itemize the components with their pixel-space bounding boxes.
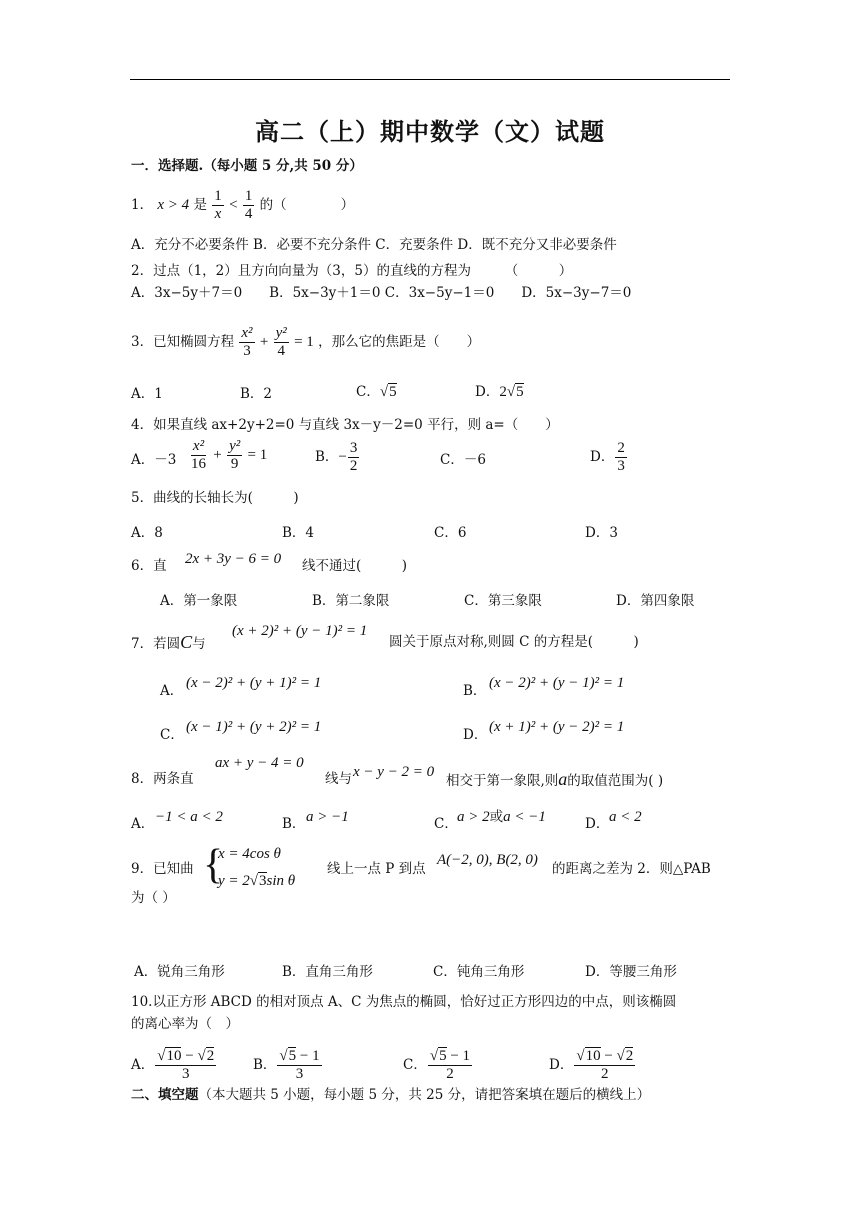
- q3-option-a: A．1: [131, 386, 163, 402]
- q8-option-b: a > −1: [306, 809, 349, 825]
- q1-suffix: 的（ ）: [259, 197, 355, 213]
- q10-option-d: D． $\frac{√10 - √2}{2}$: [549, 1048, 634, 1082]
- section-2-heading: 二、填空题（本大题共 5 小题，每小题 5 分，共 25 分，请把答案填在题后的横线上）: [131, 1087, 651, 1103]
- q4-option-c: C．－6: [440, 452, 486, 468]
- question-4: 4．如果直线 ax+2y+2=0 与直线 3x－y－2=0 平行，则 a=（ ）: [131, 417, 559, 433]
- question-3: [131, 325, 480, 360]
- question-6-number: 6．直: [131, 558, 167, 574]
- q3-option-b: B．2: [240, 386, 273, 402]
- q1-options: A．充分不必要条件 B．必要不充分条件 C．充要条件 D．既不充分又非必要条件: [131, 237, 617, 253]
- q10-option-a: A． $\frac{√10 - √2}{3}$: [131, 1048, 215, 1082]
- q10-option-c: C． $\frac{√5 - 1}{2}$: [403, 1048, 471, 1082]
- q1-fraction-2: $\frac{1}{4}$: [244, 188, 253, 222]
- q3-plus: +: [259, 334, 269, 350]
- q3-prefix: 3．已知椭圆方程: [131, 334, 235, 350]
- q7-tail: 圆关于原点对称,则圆 C 的方程是( ): [389, 634, 639, 650]
- q9-line-2: 为（ ）: [131, 890, 176, 906]
- question-9-number: 9．已知曲: [131, 861, 194, 877]
- q5-option-d: D．3: [585, 525, 618, 541]
- q1-condition: x > 4: [157, 197, 190, 213]
- question-8-number: 8．两条直: [131, 771, 194, 787]
- q8-tail: 相交于第一象限,则a的取值范围为( ): [446, 769, 664, 789]
- q8-option-d-label: D．: [585, 816, 610, 832]
- q3-fraction-y: $\frac{\text{y²}}{4}$: [275, 325, 287, 359]
- q1-fraction-1: $\frac{1}{x}$: [214, 188, 222, 222]
- q9-option-b: B．直角三角形: [282, 964, 373, 980]
- q9-option-d: D．等腰三角形: [585, 964, 677, 980]
- q1-lt: <: [229, 197, 238, 213]
- q7-option-a: (x − 2)² + (y + 1)² = 1: [186, 675, 322, 691]
- q4-option-b: B．− $\frac{3}{2}$: [315, 440, 358, 474]
- question-7-number: 7．若圆C与: [131, 632, 206, 652]
- q8-option-b-label: B．: [282, 816, 306, 832]
- q4-option-d: D． $\frac{2}{3}$: [590, 440, 625, 474]
- q5-option-b: B．4: [282, 525, 315, 541]
- q3-fraction-x: $\frac{\text{x²}}{3}$: [241, 325, 253, 359]
- q7-option-b-label: B．: [463, 683, 487, 699]
- q9-param-x: x = 4cos θ: [218, 846, 281, 862]
- q7-option-d-label: D．: [463, 727, 488, 743]
- q7-equation: (x + 2)² + (y − 1)² = 1: [232, 623, 368, 639]
- q10-option-b: B． $\frac{√5 - 1}{3}$: [253, 1048, 320, 1082]
- q4-option-a: A．－3: [131, 452, 177, 468]
- q6-option-a: A．第一象限: [160, 593, 238, 609]
- q5-option-c: C．6: [434, 525, 467, 541]
- q6-option-c: C．第三象限: [464, 593, 542, 609]
- q8-option-c: a > 2或a < −1: [457, 809, 546, 825]
- q9-option-a: A．锐角三角形: [134, 964, 225, 980]
- q1-number: 1．: [131, 197, 154, 213]
- q1-mid: 是: [193, 197, 207, 213]
- q10-line-2: 的离心率为（ ）: [131, 1016, 239, 1032]
- question-1: [131, 188, 354, 223]
- q3-equals: = 1: [294, 334, 314, 350]
- q8-option-a-label: A．: [131, 816, 155, 832]
- q8-option-d: a < 2: [609, 809, 642, 825]
- q7-option-b: (x − 2)² + (y − 1)² = 1: [489, 675, 625, 691]
- q8-option-a: −1 < a < 2: [155, 809, 223, 825]
- q7-option-a-label: A．: [160, 683, 184, 699]
- q9-brace: {: [203, 842, 224, 888]
- question-5: 5．曲线的长轴长为( ): [131, 490, 299, 506]
- q6-option-b: B．第二象限: [312, 593, 390, 609]
- q3-suffix: ，那么它的焦距是（ ）: [318, 334, 481, 350]
- header-rule: [130, 79, 730, 80]
- q3-option-c: C．√5: [356, 384, 397, 400]
- q6-tail: 线不通过( ): [302, 558, 408, 574]
- question-2: 2．过点（1，2）且方向向量为（3，5）的直线的方程为 （ ）: [131, 263, 573, 279]
- q8-line-2: x − y − 2 = 0: [353, 764, 435, 780]
- q7-option-c: (x − 1)² + (y + 2)² = 1: [186, 719, 322, 735]
- question-10: 10.以正方形 ABCD 的相对顶点 A、C 为焦点的椭圆，恰好过正方形四边的中点，则该椭圆: [131, 994, 677, 1010]
- q9-param-y: y = 2√3sin θ: [218, 873, 296, 889]
- page-title: 高二（上）期中数学（文）试题: [255, 117, 605, 146]
- q7-option-d: (x + 1)² + (y − 2)² = 1: [489, 719, 625, 735]
- q8-line-1: ax + y − 4 = 0: [215, 755, 304, 771]
- q9-mid: 线上一点 P 到点: [327, 861, 426, 877]
- q5-option-a: A．8: [131, 525, 163, 541]
- q9-tail: 的距离之差为 2．则△PAB: [552, 861, 711, 877]
- q6-option-d: D．第四象限: [616, 593, 695, 609]
- q9-option-c: C．钝角三角形: [433, 964, 525, 980]
- q3-option-d: D．2√5: [475, 384, 524, 400]
- q8-mid: 线与: [325, 771, 352, 787]
- section-1-heading: 一．选择题.（每小题 5 分,共 50 分）: [131, 158, 363, 174]
- q2-options: A．3x−5y＋7＝0 B．5x−3y＋1＝0 C．3x−5y−1＝0 D．5x−3y−7＝0: [131, 285, 632, 301]
- q6-equation: 2x + 3y − 6 = 0: [185, 551, 282, 567]
- q7-option-c-label: C．: [160, 727, 184, 743]
- q8-option-c-label: C．: [434, 816, 458, 832]
- q4-ellipse-equation: $\frac{\text{x²}}{16}$ + $\frac{\text{y²}}{9}$ = 1: [191, 438, 268, 472]
- q9-points: A(−2, 0), B(2, 0): [437, 852, 538, 868]
